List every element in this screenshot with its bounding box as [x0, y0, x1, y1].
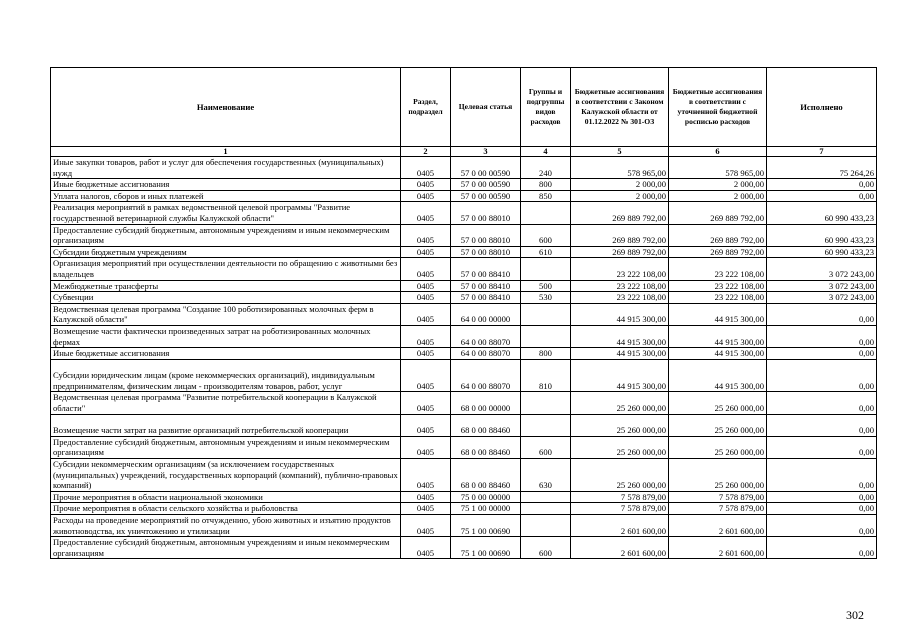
- row-target: 57 0 00 00590: [451, 157, 521, 179]
- row-refined-amount: 2 601 600,00: [669, 515, 767, 537]
- row-type: 600: [521, 537, 571, 559]
- table-row: [51, 202, 877, 224]
- table-row: [51, 303, 877, 325]
- row-name: Иные бюджетные ассигнования: [51, 179, 401, 191]
- row-executed-amount: 60 990 433,23: [767, 224, 877, 246]
- row-law-amount: 2 601 600,00: [571, 537, 669, 559]
- row-refined-amount: 269 889 792,00: [669, 202, 767, 224]
- row-section: 0405: [401, 325, 451, 347]
- row-refined-amount: 23 222 108,00: [669, 280, 767, 292]
- col-number: 4: [521, 147, 571, 157]
- table-row: [51, 491, 877, 503]
- row-section: 0405: [401, 224, 451, 246]
- row-executed-amount: 0,00: [767, 503, 877, 515]
- col-number: 1: [51, 147, 401, 157]
- row-executed-amount: 3 072 243,00: [767, 292, 877, 304]
- table-row: [51, 414, 877, 436]
- row-section: 0405: [401, 292, 451, 304]
- table-row: [51, 179, 877, 191]
- row-section: 0405: [401, 491, 451, 503]
- row-section: 0405: [401, 246, 451, 258]
- header-row: [51, 68, 877, 147]
- row-section: 0405: [401, 537, 451, 559]
- row-law-amount: 7 578 879,00: [571, 491, 669, 503]
- row-executed-amount: 0,00: [767, 414, 877, 436]
- row-type: 800: [521, 179, 571, 191]
- row-target: 57 0 00 00590: [451, 190, 521, 202]
- row-name: Уплата налогов, сборов и иных платежей: [51, 190, 401, 202]
- row-name: Предоставление субсидий бюджетным, автономным учреждениям и иным некоммерческим организациям: [51, 537, 401, 559]
- table-row: [51, 436, 877, 458]
- row-type: [521, 503, 571, 515]
- row-type: [521, 258, 571, 280]
- col-number: 2: [401, 147, 451, 157]
- row-type: [521, 515, 571, 537]
- row-law-amount: 7 578 879,00: [571, 503, 669, 515]
- row-target: 57 0 00 88010: [451, 202, 521, 224]
- table-row: [51, 224, 877, 246]
- row-target: 68 0 00 88460: [451, 414, 521, 436]
- row-type: [521, 392, 571, 414]
- row-executed-amount: 75 264,26: [767, 157, 877, 179]
- row-target: 75 1 00 00690: [451, 515, 521, 537]
- row-executed-amount: 3 072 243,00: [767, 280, 877, 292]
- budget-table: [50, 67, 877, 559]
- row-executed-amount: 0,00: [767, 325, 877, 347]
- row-target: 68 0 00 88460: [451, 436, 521, 458]
- row-refined-amount: 2 000,00: [669, 190, 767, 202]
- row-section: 0405: [401, 179, 451, 191]
- row-name: Возмещение части затрат на развитие организаций потребительской кооперации: [51, 414, 401, 436]
- row-section: 0405: [401, 258, 451, 280]
- row-executed-amount: 0,00: [767, 179, 877, 191]
- row-executed-amount: 60 990 433,23: [767, 202, 877, 224]
- row-name: Предоставление субсидий бюджетным, автономным учреждениям и иным некоммерческим организациям: [51, 224, 401, 246]
- table-row: [51, 537, 877, 559]
- row-executed-amount: 0,00: [767, 190, 877, 202]
- row-name: Субсидии бюджетным учреждениям: [51, 246, 401, 258]
- row-type: 600: [521, 224, 571, 246]
- budget-table-page: [50, 67, 876, 559]
- row-refined-amount: 25 260 000,00: [669, 414, 767, 436]
- row-type: 800: [521, 348, 571, 360]
- row-name: Прочие мероприятия в области сельского хозяйства и рыболовства: [51, 503, 401, 515]
- row-name: Реализация мероприятий в рамках ведомственной целевой программы "Развитие государственной ветеринарной службы Калужской области": [51, 202, 401, 224]
- table-row: [51, 157, 877, 179]
- row-target: 64 0 00 00000: [451, 303, 521, 325]
- row-refined-amount: 269 889 792,00: [669, 246, 767, 258]
- table-row: [51, 503, 877, 515]
- table-row: [51, 292, 877, 304]
- row-section: 0405: [401, 359, 451, 392]
- row-refined-amount: 578 965,00: [669, 157, 767, 179]
- row-section: 0405: [401, 348, 451, 360]
- row-target: 57 0 00 88010: [451, 224, 521, 246]
- col-header-name: Наименование: [51, 68, 401, 147]
- table-row: [51, 280, 877, 292]
- row-type: 500: [521, 280, 571, 292]
- row-law-amount: 25 260 000,00: [571, 436, 669, 458]
- row-section: 0405: [401, 190, 451, 202]
- col-number: 7: [767, 147, 877, 157]
- col-number: 6: [669, 147, 767, 157]
- row-section: 0405: [401, 392, 451, 414]
- table-body: [51, 157, 877, 559]
- table-row: [51, 459, 877, 492]
- row-refined-amount: 2 000,00: [669, 179, 767, 191]
- table-row: [51, 392, 877, 414]
- row-section: 0405: [401, 515, 451, 537]
- row-executed-amount: 0,00: [767, 392, 877, 414]
- col-header-law: Бюджетные ассигнования в соответствии с Законом Калужской области от 01.12.2022 № 301-ОЗ: [571, 68, 669, 147]
- row-target: 75 1 00 00000: [451, 503, 521, 515]
- row-refined-amount: 44 915 300,00: [669, 303, 767, 325]
- row-law-amount: 23 222 108,00: [571, 280, 669, 292]
- row-refined-amount: 25 260 000,00: [669, 436, 767, 458]
- row-type: 610: [521, 246, 571, 258]
- col-header-executed: Исполнено: [767, 68, 877, 147]
- row-law-amount: 578 965,00: [571, 157, 669, 179]
- row-name: Расходы на проведение мероприятий по отчуждению, убою животных и изъятию продуктов животноводства, их уничтожению и утилизации: [51, 515, 401, 537]
- col-header-groups: Группы и подгруппы видов расходов: [521, 68, 571, 147]
- row-name: Иные закупки товаров, работ и услуг для обеспечения государственных (муниципальных) нужд: [51, 157, 401, 179]
- col-header-section: Раздел, подраздел: [401, 68, 451, 147]
- row-law-amount: 25 260 000,00: [571, 414, 669, 436]
- row-section: 0405: [401, 459, 451, 492]
- row-law-amount: 44 915 300,00: [571, 359, 669, 392]
- row-section: 0405: [401, 436, 451, 458]
- row-executed-amount: 0,00: [767, 359, 877, 392]
- col-number: 5: [571, 147, 669, 157]
- row-law-amount: 44 915 300,00: [571, 303, 669, 325]
- row-law-amount: 25 260 000,00: [571, 392, 669, 414]
- row-section: 0405: [401, 503, 451, 515]
- row-name: Субсидии некоммерческим организациям (за исключением государственных (муниципальных) учреждений, государственных корпораций (компаний), публично-правовых компаний): [51, 459, 401, 492]
- row-executed-amount: 0,00: [767, 515, 877, 537]
- row-law-amount: 2 000,00: [571, 179, 669, 191]
- row-type: 530: [521, 292, 571, 304]
- row-refined-amount: 269 889 792,00: [669, 224, 767, 246]
- row-type: 600: [521, 436, 571, 458]
- row-section: 0405: [401, 157, 451, 179]
- row-name: Иные бюджетные ассигнования: [51, 348, 401, 360]
- row-law-amount: 269 889 792,00: [571, 202, 669, 224]
- row-type: 630: [521, 459, 571, 492]
- row-executed-amount: 0,00: [767, 348, 877, 360]
- column-number-row: [51, 147, 877, 157]
- row-target: 57 0 00 88010: [451, 246, 521, 258]
- table-row: [51, 359, 877, 392]
- row-target: 64 0 00 88070: [451, 325, 521, 347]
- row-law-amount: 25 260 000,00: [571, 459, 669, 492]
- row-refined-amount: 23 222 108,00: [669, 292, 767, 304]
- row-law-amount: 44 915 300,00: [571, 348, 669, 360]
- row-name: Предоставление субсидий бюджетным, автономным учреждениям и иным некоммерческим организациям: [51, 436, 401, 458]
- row-section: 0405: [401, 202, 451, 224]
- row-refined-amount: 44 915 300,00: [669, 348, 767, 360]
- row-executed-amount: 3 072 243,00: [767, 258, 877, 280]
- table-row: [51, 348, 877, 360]
- row-target: 75 1 00 00690: [451, 537, 521, 559]
- row-target: 68 0 00 00000: [451, 392, 521, 414]
- row-name: Межбюджетные трансферты: [51, 280, 401, 292]
- row-type: [521, 491, 571, 503]
- row-type: [521, 414, 571, 436]
- row-refined-amount: 23 222 108,00: [669, 258, 767, 280]
- row-name: Прочие мероприятия в области национальной экономики: [51, 491, 401, 503]
- row-refined-amount: 44 915 300,00: [669, 359, 767, 392]
- row-section: 0405: [401, 414, 451, 436]
- table-row: [51, 246, 877, 258]
- row-target: 75 0 00 00000: [451, 491, 521, 503]
- row-type: 810: [521, 359, 571, 392]
- table-row: [51, 258, 877, 280]
- row-name: Субсидии юридическим лицам (кроме некоммерческих организаций), индивидуальным предпринимателям, физическим лицам - производителям товаров, работ, услуг: [51, 359, 401, 392]
- row-executed-amount: 0,00: [767, 537, 877, 559]
- row-type: [521, 202, 571, 224]
- row-type: [521, 303, 571, 325]
- row-law-amount: 2 000,00: [571, 190, 669, 202]
- row-name: Ведомственная целевая программа "Развитие потребительской кооперации в Калужской области": [51, 392, 401, 414]
- table-row: [51, 325, 877, 347]
- row-law-amount: 44 915 300,00: [571, 325, 669, 347]
- row-target: 64 0 00 88070: [451, 348, 521, 360]
- row-refined-amount: 7 578 879,00: [669, 491, 767, 503]
- row-type: 240: [521, 157, 571, 179]
- row-target: 68 0 00 88460: [451, 459, 521, 492]
- row-name: Возмещение части фактически произведенных затрат на роботизированных молочных фермах: [51, 325, 401, 347]
- row-name: Ведомственная целевая программа "Создание 100 роботизированных молочных ферм в Калужской области": [51, 303, 401, 325]
- row-refined-amount: 25 260 000,00: [669, 392, 767, 414]
- row-refined-amount: 7 578 879,00: [669, 503, 767, 515]
- col-header-target: Целевая статья: [451, 68, 521, 147]
- row-executed-amount: 0,00: [767, 459, 877, 492]
- col-number: 3: [451, 147, 521, 157]
- row-refined-amount: 2 601 600,00: [669, 537, 767, 559]
- row-executed-amount: 60 990 433,23: [767, 246, 877, 258]
- row-section: 0405: [401, 280, 451, 292]
- row-executed-amount: 0,00: [767, 436, 877, 458]
- row-type: [521, 325, 571, 347]
- row-executed-amount: 0,00: [767, 491, 877, 503]
- row-target: 57 0 00 00590: [451, 179, 521, 191]
- row-law-amount: 23 222 108,00: [571, 292, 669, 304]
- row-law-amount: 269 889 792,00: [571, 224, 669, 246]
- row-target: 57 0 00 88410: [451, 258, 521, 280]
- row-name: Организация мероприятий при осуществлении деятельности по обращению с животными без владельцев: [51, 258, 401, 280]
- row-target: 57 0 00 88410: [451, 280, 521, 292]
- page-number: 302: [846, 608, 864, 622]
- row-law-amount: 2 601 600,00: [571, 515, 669, 537]
- row-type: 850: [521, 190, 571, 202]
- row-refined-amount: 25 260 000,00: [669, 459, 767, 492]
- row-refined-amount: 44 915 300,00: [669, 325, 767, 347]
- row-name: Субвенции: [51, 292, 401, 304]
- row-law-amount: 23 222 108,00: [571, 258, 669, 280]
- col-header-refined: Бюджетные ассигнования в соответствии с уточненной бюджетной росписью расходов: [669, 68, 767, 147]
- row-target: 57 0 00 88410: [451, 292, 521, 304]
- table-row: [51, 515, 877, 537]
- table-row: [51, 190, 877, 202]
- row-law-amount: 269 889 792,00: [571, 246, 669, 258]
- row-executed-amount: 0,00: [767, 303, 877, 325]
- row-target: 64 0 00 88070: [451, 359, 521, 392]
- row-section: 0405: [401, 303, 451, 325]
